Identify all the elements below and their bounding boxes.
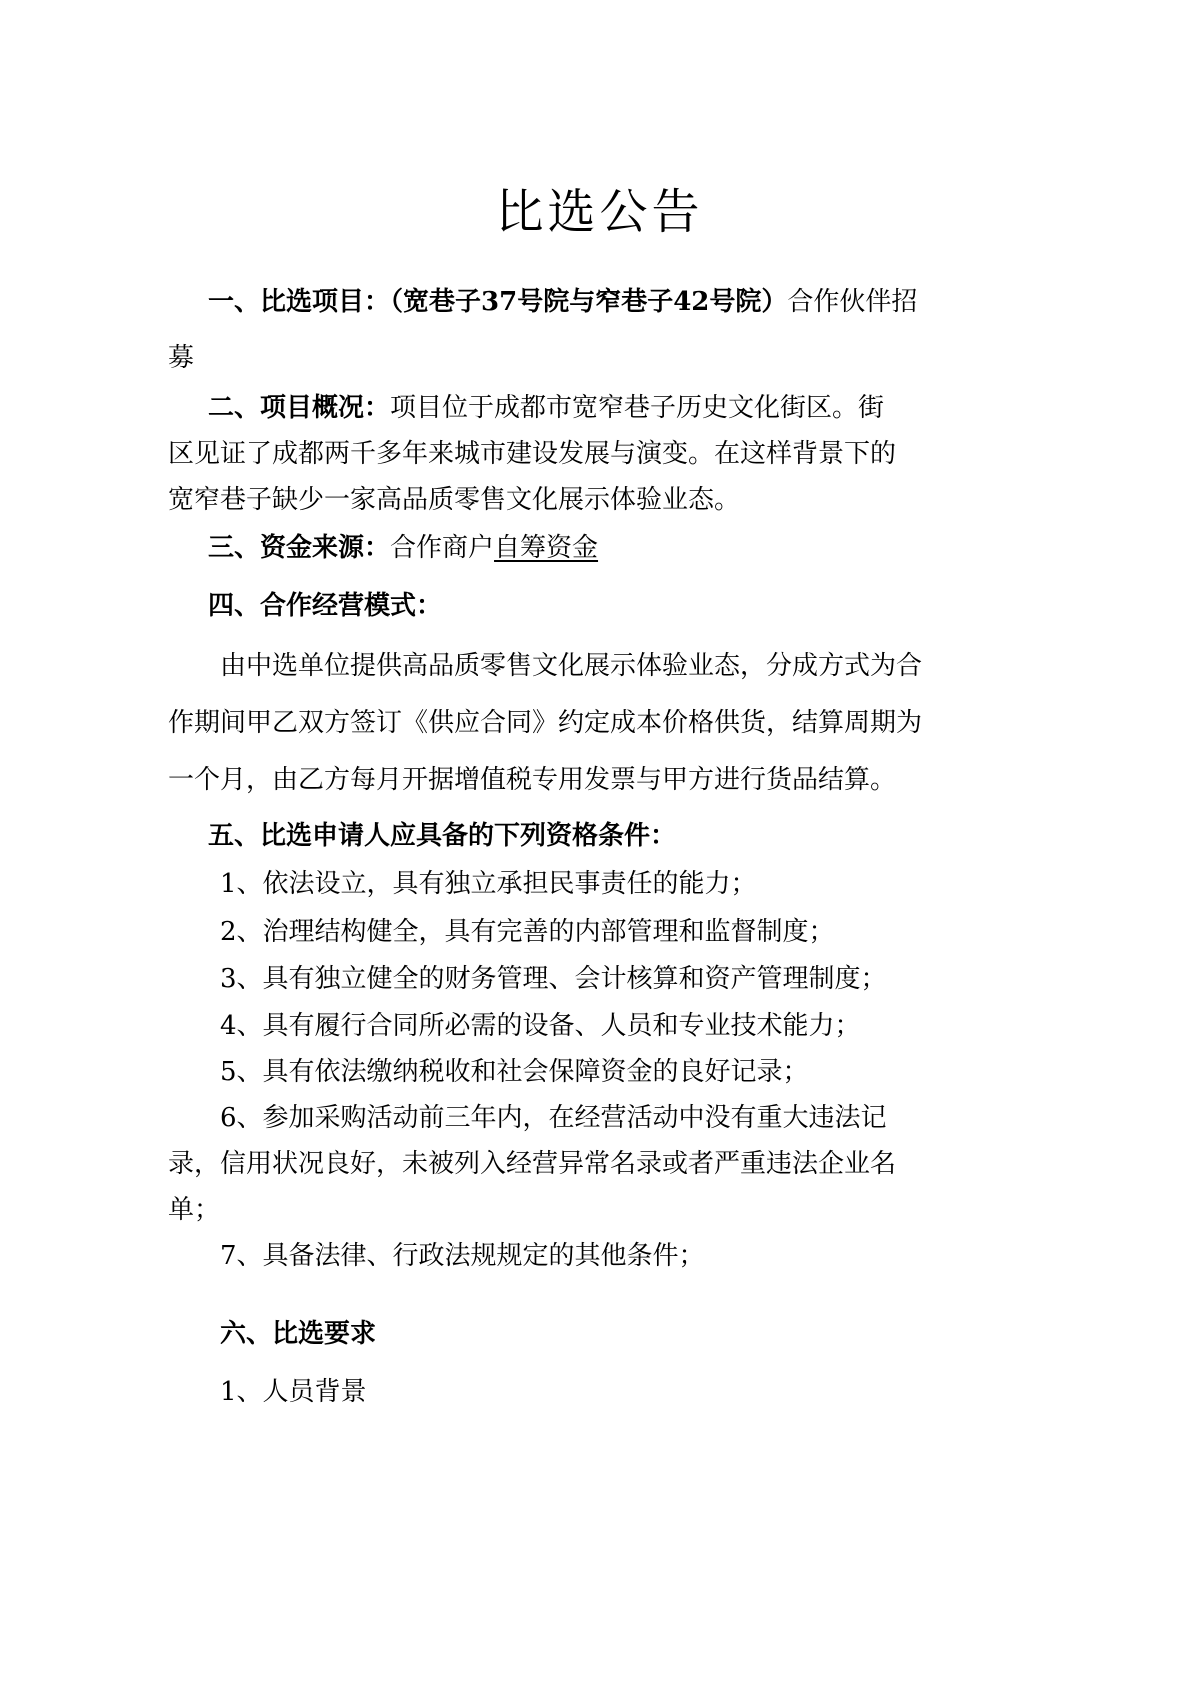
section-4-heading: 四、合作经营模式：: [208, 591, 443, 621]
section-5-item-6-line-1: 6、参加采购活动前三年内，在经营活动中没有重大违法记: [220, 1103, 887, 1133]
section-5-item-4: 4、具有履行合同所必需的设备、人员和专业技术能力；: [220, 1011, 861, 1041]
section-5-item-6-line-2: 录，信用状况良好，未被列入经营异常名录或者严重违法企业名: [168, 1149, 897, 1179]
section-1-line-2: 募: [168, 343, 195, 373]
page-title: 比选公告: [495, 184, 704, 240]
section-5-item-1: 1、依法设立，具有独立承担民事责任的能力；: [220, 869, 757, 899]
section-5-item-5: 5、具有依法缴纳税收和社会保障资金的良好记录；: [220, 1057, 809, 1087]
section-2-line-3: 宽窄巷子缺少一家高品质零售文化展示体验业态。: [168, 485, 741, 515]
section-4-line-3: 一个月，由乙方每月开据增值税专用发票与甲方进行货品结算。: [168, 765, 897, 795]
section-6-heading: 六、比选要求: [220, 1319, 377, 1349]
section-1-heading: 一、比选项目：: [208, 287, 391, 317]
section-2-text-1: 项目位于成都市宽窄巷子历史文化街区。街: [390, 393, 885, 423]
section-5-item-3: 3、具有独立健全的财务管理、会计核算和资产管理制度；: [220, 964, 887, 994]
section-3-heading: 三、资金来源：: [208, 533, 391, 563]
section-2-line-1: [208, 390, 884, 426]
section-4-line-2: 作期间甲乙双方签订《供应合同》约定成本价格供货，结算周期为: [168, 708, 923, 738]
section-1-project: （宽巷子37号院与窄巷子42号院）: [390, 287, 788, 317]
section-3-line: [208, 530, 598, 566]
section-5-heading: 五、比选申请人应具备的下列资格条件：: [208, 821, 677, 851]
section-1-line-1: [208, 284, 917, 320]
section-4-line-1: 由中选单位提供高品质零售文化展示体验业态，分成方式为合: [220, 651, 923, 681]
section-3-prefix: 合作商户: [390, 533, 495, 563]
section-5-item-6-line-3: 单；: [168, 1195, 221, 1225]
section-3-underlined: 自筹资金: [494, 533, 599, 563]
section-1-rest: 合作伙伴招: [787, 287, 918, 317]
section-6-item-1: 1、人员背景: [220, 1377, 367, 1407]
section-2-line-2: 区见证了成都两千多年来城市建设发展与演变。在这样背景下的: [168, 439, 897, 469]
section-5-item-2: 2、治理结构健全，具有完善的内部管理和监督制度；: [220, 917, 835, 947]
section-2-heading: 二、项目概况：: [208, 393, 391, 423]
section-5-item-7: 7、具备法律、行政法规规定的其他条件；: [220, 1241, 705, 1271]
